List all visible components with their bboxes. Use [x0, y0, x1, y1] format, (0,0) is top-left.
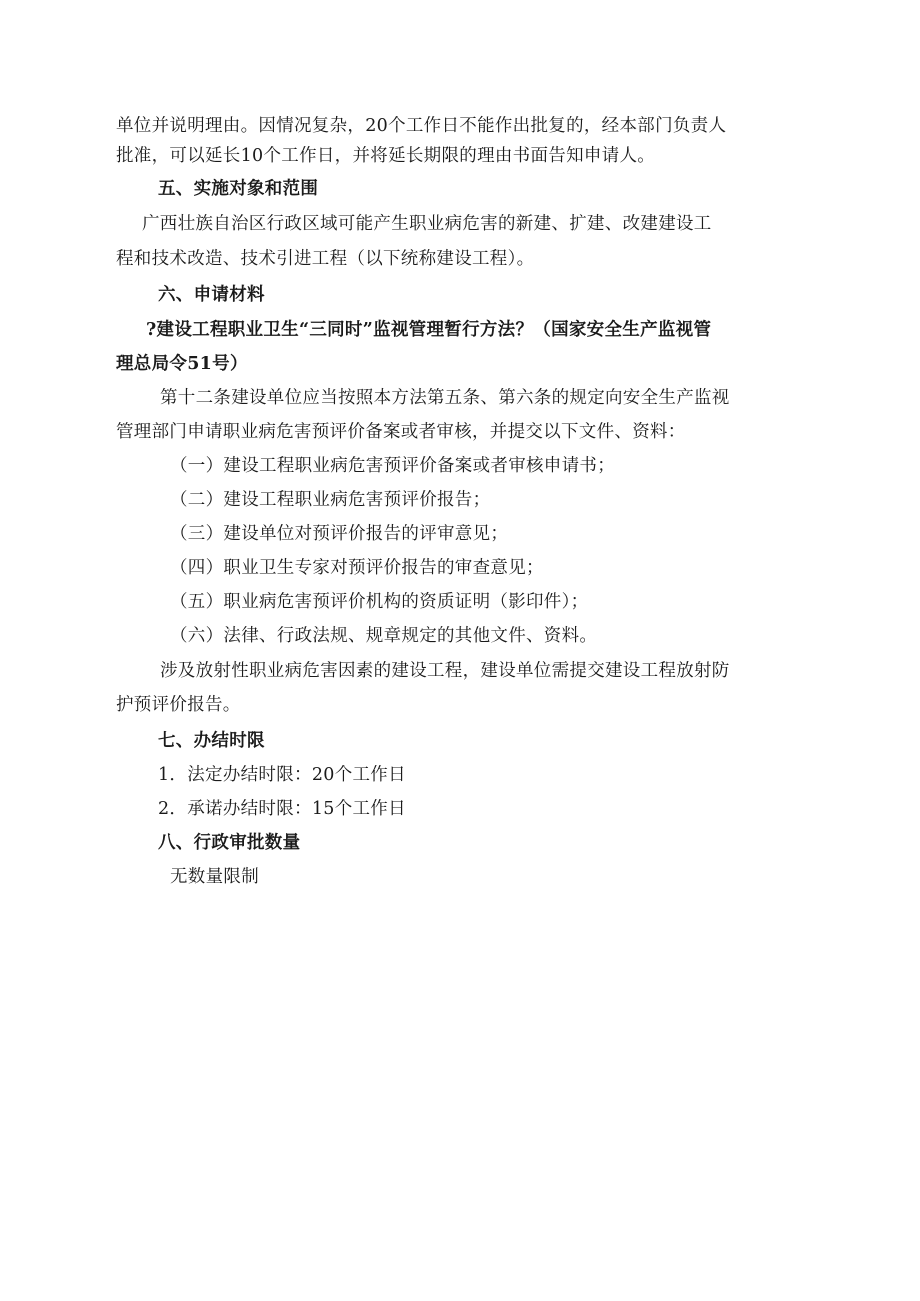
paragraph-line: 单位并说明理由。因情况复杂，20个工作日不能作出批复的，经本部门负责人: [116, 116, 727, 136]
paragraph-line: 批准，可以延长10个工作日，并将延长期限的理由书面告知申请人。: [116, 146, 656, 166]
regulation-title-line: 理总局令51号）: [116, 354, 248, 374]
regulation-title-line: ?建设工程职业卫生“三同时”监视管理暂行方法？（国家安全生产监视管: [146, 320, 712, 340]
time-limit-item: 2．承诺办结时限：15个工作日: [158, 799, 406, 819]
section-heading-7: 七、办结时限: [158, 731, 265, 751]
article-line: 管理部门申请职业病危害预评价备案或者审核，并提交以下文件、资料：: [116, 422, 686, 442]
paragraph-line: 广西壮族自治区行政区域可能产生职业病危害的新建、扩建、改建建设工: [142, 214, 712, 234]
time-limit-item: 1．法定办结时限：20个工作日: [158, 765, 406, 785]
note-line: 涉及放射性职业病危害因素的建设工程，建设单位需提交建设工程放射防: [160, 661, 730, 681]
article-line: 第十二条建设单位应当按照本方法第五条、第六条的规定向安全生产监视: [160, 388, 730, 408]
list-item: （六）法律、行政法规、规章规定的其他文件、资料。: [170, 626, 598, 646]
list-item: （四）职业卫生专家对预评价报告的审查意见；: [170, 558, 544, 578]
section-heading-6: 六、申请材料: [158, 285, 265, 305]
list-item: （五）职业病危害预评价机构的资质证明（影印件）；: [170, 592, 589, 612]
note-line: 护预评价报告。: [116, 695, 241, 715]
section-heading-5: 五、实施对象和范围: [158, 179, 319, 199]
paragraph-line: 程和技术改造、技术引进工程（以下统称建设工程）。: [116, 249, 535, 269]
section-heading-8: 八、行政审批数量: [158, 833, 301, 853]
approval-quantity-text: 无数量限制: [170, 867, 259, 887]
list-item: （一）建设工程职业病危害预评价备案或者审核申请书；: [170, 456, 615, 476]
list-item: （三）建设单位对预评价报告的评审意见；: [170, 524, 509, 544]
list-item: （二）建设工程职业病危害预评价报告；: [170, 490, 491, 510]
